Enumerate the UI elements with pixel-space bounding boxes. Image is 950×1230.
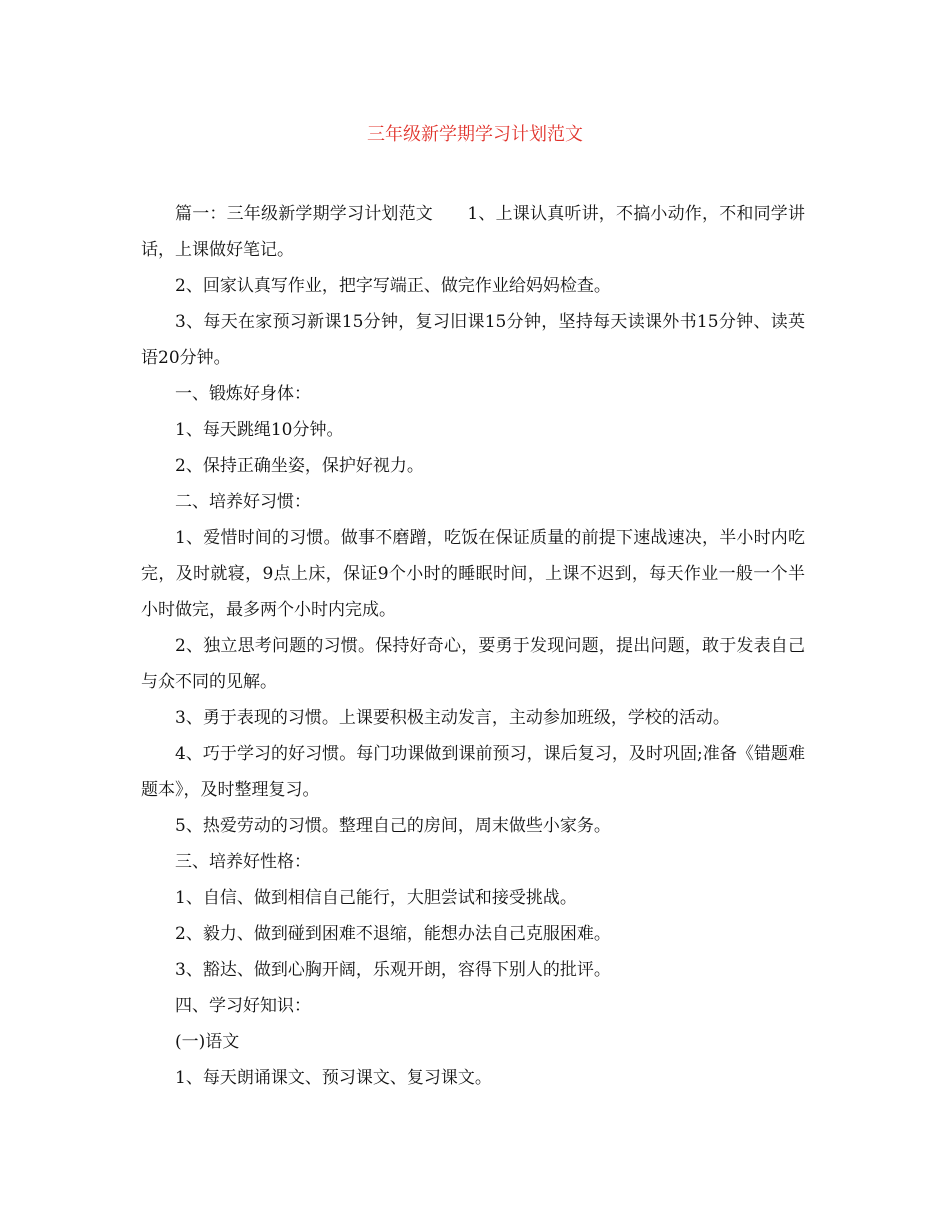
section-heading-character: 三、培养好性格： bbox=[175, 852, 311, 872]
section-heading-habits: 二、培养好习惯： bbox=[175, 492, 311, 512]
paragraph-19: 1、每天朗诵课文、预习课文、复习课文。 bbox=[175, 1068, 492, 1088]
paragraph-16: 3、豁达、做到心胸开阔，乐观开朗，容得下别人的批评。 bbox=[175, 960, 611, 980]
paragraph-11: 4、巧于学习的好习惯。每门功课做到课前预习，课后复习，及时巩固;准备《错题难题本》，及时整理复习。 bbox=[141, 744, 805, 800]
subsection-heading-chinese: (一)语文 bbox=[175, 1032, 240, 1052]
paragraph-14: 1、自信、做到相信自己能行，大胆尝试和接受挑战。 bbox=[175, 888, 577, 908]
section-heading-exercise: 一、锻炼好身体： bbox=[175, 384, 311, 404]
document-body bbox=[141, 196, 805, 1096]
paragraph-12: 5、热爱劳动的习惯。整理自己的房间，周末做些小家务。 bbox=[175, 816, 611, 836]
section-heading-knowledge: 四、学习好知识： bbox=[175, 996, 311, 1016]
paragraph-15: 2、毅力、做到碰到困难不退缩，能想办法自己克服困难。 bbox=[175, 924, 611, 944]
paragraph-1: 篇一：三年级新学期学习计划范文 1、上课认真听讲，不搞小动作，不和同学讲话，上课做好笔记。 bbox=[141, 204, 805, 260]
paragraph-8: 1、爱惜时间的习惯。做事不磨蹭，吃饭在保证质量的前提下速战速决，半小时内吃完，及时就寝，9点上床，保证9个小时的睡眠时间，上课不迟到，每天作业一般一个半小时做完，最多两个小时内完成。 bbox=[141, 528, 805, 620]
document-title: 三年级新学期学习计划范文 bbox=[367, 124, 583, 145]
paragraph-9: 2、独立思考问题的习惯。保持好奇心，要勇于发现问题，提出问题，敢于发表自己与众不同的见解。 bbox=[141, 636, 805, 692]
paragraph-5: 1、每天跳绳10分钟。 bbox=[175, 420, 344, 440]
paragraph-2: 2、回家认真写作业，把字写端正、做完作业给妈妈检查。 bbox=[175, 276, 611, 296]
paragraph-10: 3、勇于表现的习惯。上课要积极主动发言，主动参加班级，学校的活动。 bbox=[175, 708, 730, 728]
paragraph-6: 2、保持正确坐姿，保护好视力。 bbox=[175, 456, 424, 476]
paragraph-3: 3、每天在家预习新课15分钟，复习旧课15分钟，坚持每天读课外书15分钟、读英语20分钟。 bbox=[141, 312, 805, 368]
